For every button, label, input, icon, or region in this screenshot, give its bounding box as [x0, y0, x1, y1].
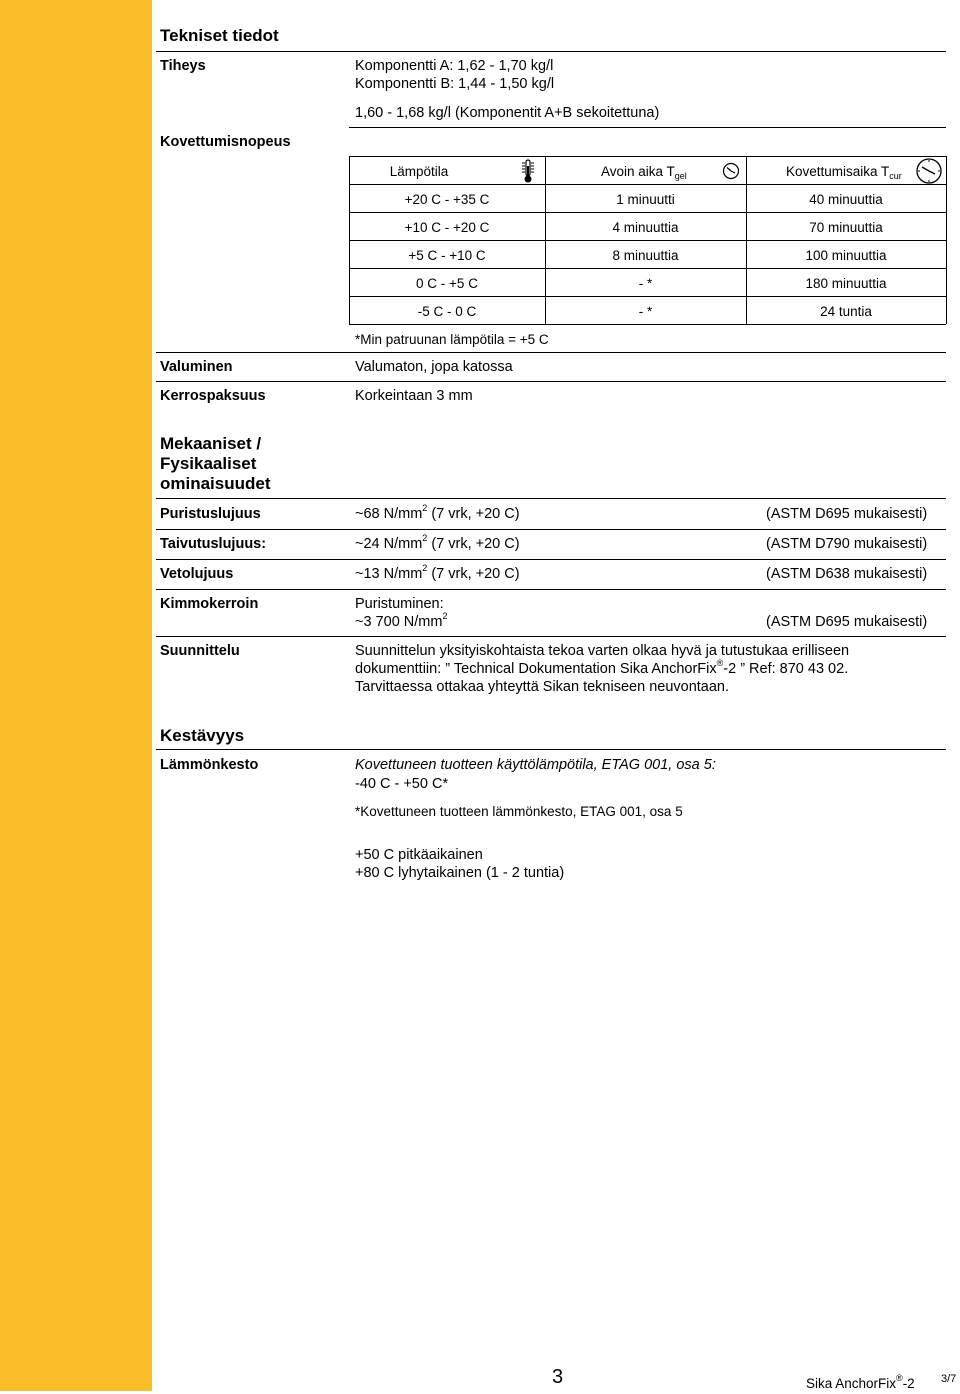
- property-standard: (ASTM D695 mukaisesti): [766, 614, 928, 630]
- footer-product: [806, 1375, 915, 1394]
- property-value: Puristuminen:: [355, 596, 444, 612]
- header-cure-sub: cur: [889, 171, 902, 181]
- density-label: Tiheys: [160, 58, 206, 74]
- heat-text: +50 C pitkäaikainen: [355, 847, 483, 863]
- value-text: ~24 N/mm: [355, 536, 423, 552]
- heat-text: +80 C lyhytaikainen (1 - 2 tuntia): [355, 865, 565, 881]
- header-open-sub: gel: [674, 171, 687, 181]
- divider: [156, 51, 946, 52]
- design-text: Tarvittaessa ottakaa yhteyttä Sikan tekniseen neuvontaan.: [355, 679, 730, 695]
- cell-temp: +10 C - +20 C: [404, 220, 490, 235]
- design-text-part: -2 ” Ref: 870 43 02.: [723, 661, 849, 677]
- cure-label: Kovettumisnopeus: [160, 134, 291, 150]
- property-value: [355, 563, 520, 584]
- yellow-sidebar: [0, 0, 152, 1391]
- table-border: [349, 324, 946, 325]
- section-title-tekniset: Tekniset tiedot: [160, 26, 279, 45]
- value-text: (7 vrk, +20 C): [427, 536, 520, 552]
- cell-temp: +20 C - +35 C: [404, 192, 490, 207]
- layer-value: Korkeintaan 3 mm: [355, 388, 473, 404]
- sag-value: Valumaton, jopa katossa: [355, 359, 513, 375]
- divider: [156, 498, 946, 499]
- value-sup: 2: [422, 503, 428, 513]
- section-title-mech: Fysikaaliset: [160, 454, 257, 473]
- property-value: [355, 503, 520, 524]
- cell-open: 8 minuuttia: [612, 248, 679, 263]
- table-footnote: *Min patruunan lämpötila = +5 C: [355, 332, 549, 347]
- page-number: 3: [552, 1366, 564, 1388]
- registered-mark: ®: [896, 1373, 903, 1383]
- property-standard: (ASTM D638 mukaisesti): [766, 566, 928, 582]
- value-text: (7 vrk, +20 C): [427, 506, 520, 522]
- product-name: Sika AnchorFix: [806, 1376, 897, 1391]
- cell-open: - *: [638, 304, 653, 319]
- cell-open: 1 minuutti: [616, 192, 675, 207]
- section-title-durability: Kestävyys: [160, 726, 245, 745]
- cell-open: - *: [638, 276, 653, 291]
- divider: [156, 749, 946, 750]
- heat-label: Lämmönkesto: [160, 757, 259, 773]
- cell-temp: -5 C - 0 C: [417, 304, 477, 319]
- value-text: ~3 700 N/mm: [355, 614, 443, 630]
- cell-cure: 100 minuuttia: [805, 248, 887, 263]
- divider: [349, 127, 946, 128]
- value-text: ~68 N/mm: [355, 506, 423, 522]
- cell-cure: 24 tuntia: [820, 304, 872, 319]
- header-temp: Lämpötila: [389, 164, 449, 179]
- property-label: Kimmokerroin: [160, 596, 259, 612]
- divider: [156, 529, 946, 530]
- design-text: Suunnittelun yksityiskohtaista tekoa varten olkaa hyvä ja tutustukaa erilliseen: [355, 643, 850, 659]
- header-cure-time: [786, 163, 902, 182]
- property-label: Taivutuslujuus:: [160, 536, 267, 552]
- cell-temp: +5 C - +10 C: [408, 248, 486, 263]
- design-text-part: dokumenttiin:: [355, 661, 446, 677]
- clock-icon: [915, 157, 943, 185]
- cell-cure: 70 minuuttia: [809, 220, 883, 235]
- cell-cure: 40 minuuttia: [809, 192, 883, 207]
- table-border: [349, 212, 946, 213]
- property-standard: (ASTM D695 mukaisesti): [766, 506, 928, 522]
- divider: [156, 381, 946, 382]
- section-title-mech: Mekaaniset /: [160, 434, 262, 453]
- sag-label: Valuminen: [160, 359, 233, 375]
- table-border: [349, 240, 946, 241]
- heat-text: -40 C - +50 C*: [355, 776, 449, 792]
- property-label: Puristuslujuus: [160, 506, 261, 522]
- section-title-mech: ominaisuudet: [160, 474, 271, 493]
- density-line: Komponentti B: 1,44 - 1,50 kg/l: [355, 76, 555, 92]
- density-line: Komponentti A: 1,62 - 1,70 kg/l: [355, 58, 554, 74]
- value-text: (7 vrk, +20 C): [427, 566, 520, 582]
- table-border: [349, 268, 946, 269]
- table-border: [349, 184, 946, 185]
- table-border: [349, 296, 946, 297]
- value-sup: 2: [442, 611, 448, 621]
- header-cure-text: Kovettumisaika T: [786, 164, 890, 179]
- design-text: dokumenttiin: ” Technical Dokumentation Sika AnchorFix®-2 ” Ref: 870 43 02.: [355, 658, 849, 677]
- value-sup: 2: [422, 533, 428, 543]
- clock-icon: [722, 162, 740, 180]
- value-sup: 2: [422, 563, 428, 573]
- property-value: [355, 611, 448, 632]
- cell-open: 4 minuuttia: [612, 220, 679, 235]
- property-label: Suunnittelu: [160, 643, 240, 659]
- table-border: [946, 156, 947, 324]
- property-standard: (ASTM D790 mukaisesti): [766, 536, 928, 552]
- design-text-part: Technical Dokumentation Sika AnchorFix: [453, 661, 717, 677]
- registered-mark: ®: [716, 658, 724, 668]
- header-open-time: [601, 163, 687, 182]
- page-of: 3/7: [941, 1373, 957, 1385]
- layer-label: Kerrospaksuus: [160, 388, 266, 404]
- heat-note: *Kovettuneen tuotteen lämmönkesto, ETAG 001, osa 5: [355, 804, 683, 819]
- product-suffix: -2: [902, 1376, 915, 1391]
- heat-text: Kovettuneen tuotteen käyttölämpötila, ETAG 001, osa 5:: [355, 757, 716, 773]
- property-value: [355, 533, 520, 554]
- cell-cure: 180 minuuttia: [805, 276, 887, 291]
- value-text: ~13 N/mm: [355, 566, 423, 582]
- divider: [156, 352, 946, 353]
- table-border: [349, 156, 946, 157]
- divider: [156, 636, 946, 637]
- divider: [156, 589, 946, 590]
- cell-temp: 0 C - +5 C: [416, 276, 478, 291]
- property-label: Vetolujuus: [160, 566, 234, 582]
- divider: [156, 559, 946, 560]
- header-open-text: Avoin aika T: [601, 164, 675, 179]
- density-line: 1,60 - 1,68 kg/l (Komponentit A+B sekoitettuna): [355, 105, 660, 121]
- thermometer-icon: [518, 158, 538, 184]
